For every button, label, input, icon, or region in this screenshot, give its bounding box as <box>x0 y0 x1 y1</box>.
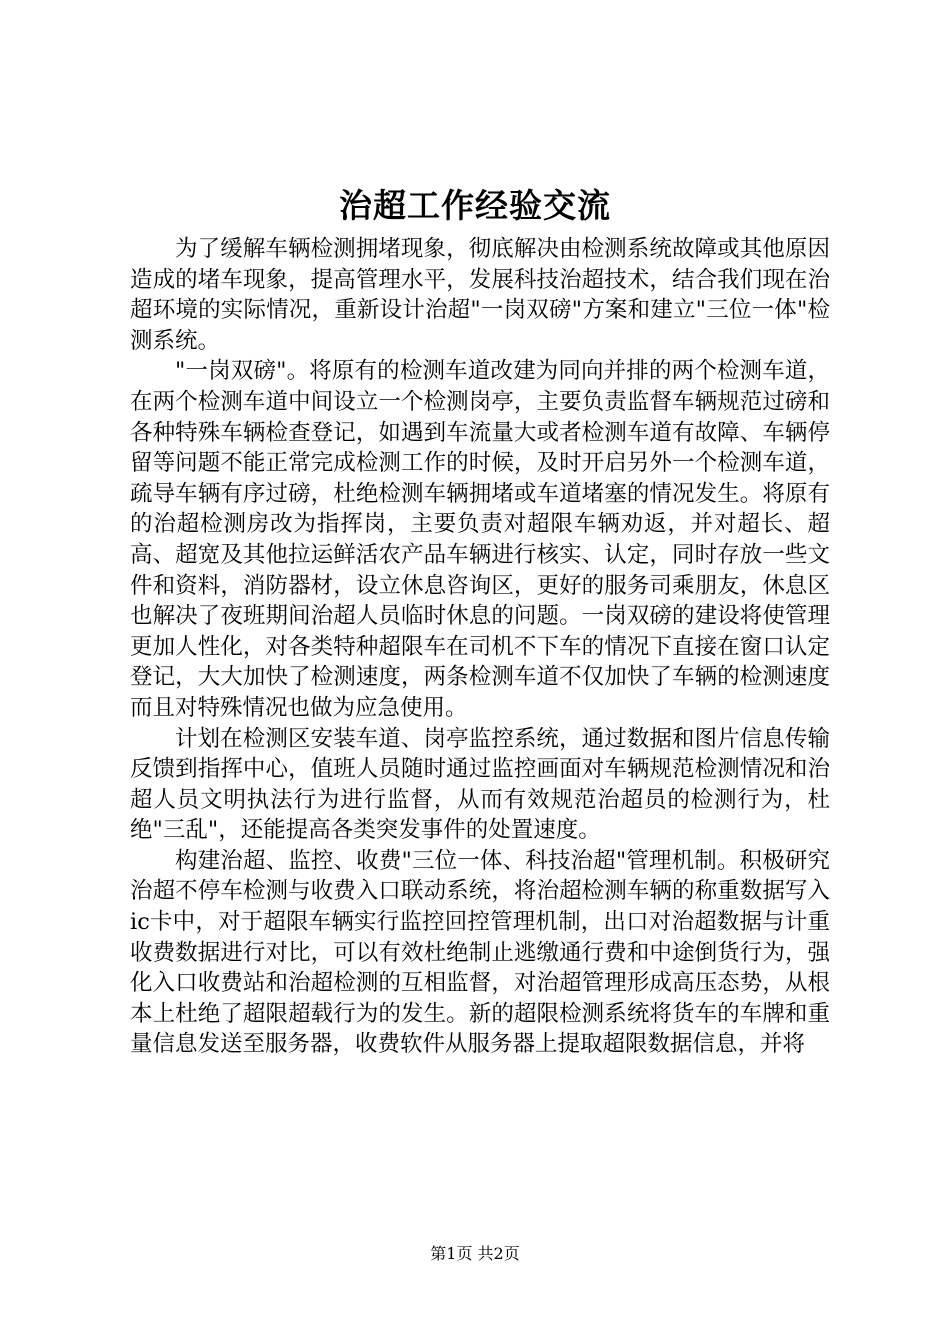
document-body <box>130 234 830 1060</box>
page-footer: 第1页 共2页 <box>430 1244 520 1263</box>
document-title: 治超工作经验交流 <box>339 186 611 225</box>
paragraph-1: 为了缓解车辆检测拥堵现象，彻底解决由检测系统故障或其他原因造成的堵车现象，提高管理水平，发展科技治超技术，结合我们现在治超环境的实际情况，重新设计治超"一岗双磅"方案和建立"三位一体"检测系统。 <box>130 236 830 354</box>
paragraph-3: 计划在检测区安装车道、岗亭监控系统，通过数据和图片信息传输反馈到指挥中心，值班人员随时通过监控画面对车辆规范检测情况和治超人员文明执法行为进行监督，从而有效规范治超员的检测行为，杜绝"三乱"，还能提高各类突发事件的处置速度。 <box>130 725 830 844</box>
paragraph-2: "一岗双磅"。将原有的检测车道改建为同向并排的两个检测车道，在两个检测车道中间设立一个检测岗亭，主要负责监督车辆规范过磅和各种特殊车辆检查登记，如遇到车流量大或者检测车道有故障、车辆停留等问题不能正常完成检测工作的时候，及时开启另外一个检测车道，疏导车辆有序过磅，杜绝检测车辆拥堵或车道堵塞的情况发生。将原有的治超检测房改为指挥岗，主要负责对超限车辆劝返，并对超长、超高、超宽及其他拉运鲜活农产品车辆进行核实、认定，同时存放一些文件和资料，消防器材，设立休息咨询区，更好的服务司乘朋友，休息区也解决了夜班期间治超人员临时休息的问题。一岗双磅的建设将使管理更加人性化，对各类特种超限车在司机不下车的情况下直接在窗口认定登记，大大加快了检测速度，两条检测车道不仅加快了车辆的检测速度而且对特殊情况也做为应急使用。 <box>130 358 830 721</box>
paragraph-4: 构建治超、监控、收费"三位一体、科技治超"管理机制。积极研究治超不停车检测与收费入口联动系统，将治超检测车辆的称重数据写入ic卡中，对于超限车辆实行监控回控管理机制，出口对治超数据与计重收费数据进行对比，可以有效杜绝制止逃缴通行费和中途倒货行为，强化入口收费站和治超检测的互相监督，对治超管理形成高压态势，从根本上杜绝了超限超载行为的发生。新的超限检测系统将货车的车牌和重量信息发送至服务器，收费软件从服务器上提取超限数据信息，并将 <box>130 847 830 1058</box>
